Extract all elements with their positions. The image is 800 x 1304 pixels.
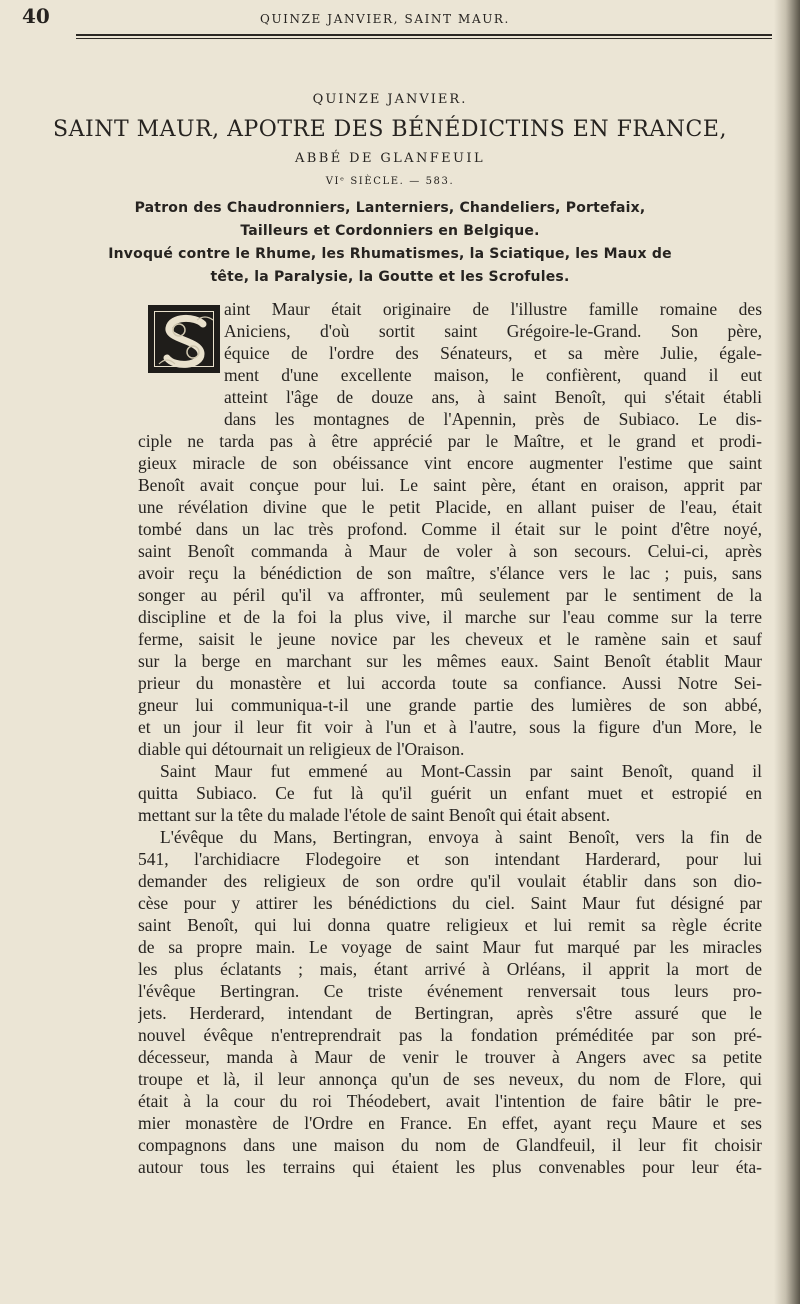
body-line: Aniciens, d'où sortit saint Grégoire-le-Grand. Son père, [224, 321, 762, 341]
body-line: troupe et là, il leur annonça qu'un de ses neveux, du nom de Flore, qui [138, 1069, 762, 1089]
body-line: de sa propre main. Le voyage de saint Maur fut marqué par les miracles [138, 937, 762, 957]
drop-cap-ornament-icon [148, 305, 220, 373]
body-line: Saint Maur fut emmené au Mont-Cassin par saint Benoît, quand il [160, 761, 762, 781]
body-line: gneur lui communiqua-t-il une grande partie des lumières de son abbé, [138, 695, 762, 715]
date-heading: QUINZE JANVIER. [312, 92, 468, 107]
body-line: atteint l'âge de douze ans, à saint Benoît, qui s'était établi [224, 387, 762, 407]
body-line: cèse pour y attirer les bénédictions du ciel. Saint Maur fut désigné par [138, 893, 762, 913]
body-line: mier monastère de l'Ordre en France. En effet, ayant reçu Maure et ses [138, 1113, 762, 1133]
patronage-line: Tailleurs et Cordonniers en Belgique. [240, 223, 540, 239]
body-line: équice de l'ordre des Sénateurs, et sa mère Julie, égale- [224, 343, 762, 363]
page-edge-shadow [774, 0, 800, 1304]
body-line: dans les montagnes de l'Apennin, près de Subiaco. Le dis- [224, 409, 762, 429]
body-line: diable qui détournait un religieux de l'Oraison. [138, 739, 465, 759]
body-line: aint Maur était originaire de l'illustre famille romaine des [224, 299, 762, 319]
patronage-line: Invoqué contre le Rhume, les Rhumatismes, la Sciatique, les Maux de [108, 246, 672, 262]
body-line: discipline et de la foi la plus vive, il marche sur l'eau comme sur la terre [138, 607, 762, 627]
body-line: L'évêque du Mans, Bertingran, envoya à saint Benoît, vers la fin de [160, 827, 762, 847]
running-head: QUINZE JANVIER, SAINT MAUR. [260, 12, 510, 26]
body-line: songer au péril qu'il va affronter, mû seulement par le sentiment de la [138, 585, 762, 605]
body-line: quitta Subiaco. Ce fut là qu'il guérit un enfant muet et estropié en [138, 783, 762, 803]
body-line: sur la berge en marchant sur les mêmes eaux. Saint Benoît établit Maur [138, 651, 762, 671]
body-line: demander des religieux de son ordre qu'il voulait établir dans son dio- [138, 871, 762, 891]
body-line: autour tous les terrains qui étaient les plus convenables pour leur éta- [138, 1157, 762, 1177]
body-line: mettant sur la tête du malade l'étole de saint Benoît qui était absent. [138, 805, 611, 825]
patronage-line: Patron des Chaudronniers, Lanterniers, Chandeliers, Portefaix, [134, 200, 646, 216]
body-line: compagnons dans une maison du nom de Glandfeuil, il leur fit choisir [138, 1135, 762, 1155]
body-line: jets. Herderard, intendant de Bertingran, après s'être assuré que le [138, 1003, 762, 1023]
page-number: 40 [22, 4, 50, 28]
body-line: nouvel évêque n'entreprendrait pas la fondation préméditée par son pré- [138, 1025, 762, 1045]
chapter-title: SAINT MAUR, APOTRE DES BÉNÉDICTINS EN FRANCE, [53, 117, 727, 142]
body-line: Benoît avait conçue pour lui. Le saint père, étant en oraison, apprit par [138, 475, 762, 495]
body-line: les plus éclatants ; mais, étant arrivé à Orléans, il apprit la mort de [138, 959, 762, 979]
body-line: saint Benoît, qui lui donna quatre religieux et lui remit sa règle écrite [138, 915, 762, 935]
body-line: ment d'une excellente maison, le confièrent, quand il eut [224, 365, 762, 385]
body-line: décesseur, manda à Maur de venir le trouver à Angers avec sa petite [138, 1047, 762, 1067]
header-rule-thin [76, 38, 772, 39]
body-line: une révélation divine que le petit Placide, en allant puiser de l'eau, était [138, 497, 762, 517]
century-date: VIᵉ SIÈCLE. — 583. [325, 176, 455, 187]
body-line: avoir reçu la bénédiction de son maître, s'élance vers le lac ; puis, sans [138, 563, 762, 583]
body-line: ciple ne tarda pas à être apprécié par le Maître, et le grand et prodi- [138, 431, 762, 451]
body-line: prieur du monastère et lui accorda toute sa confiance. Aussi Notre Sei- [138, 673, 762, 693]
body-line: l'évêque Bertingran. Ce triste événement renversait tous leurs pro- [138, 981, 762, 1001]
body-line: gieux miracle de son obéissance vint encore augmenter l'estime que saint [138, 453, 762, 473]
body-line: saint Benoît commanda à Maur de voler à son secours. Celui-ci, après [138, 541, 762, 561]
patronage-line: tête, la Paralysie, la Goutte et les Scrofules. [210, 269, 570, 285]
body-line: 541, l'archidiacre Flodegoire et son intendant Harderard, pour lui [138, 849, 762, 869]
body-line: tombé dans un lac très profond. Comme il était sur le point d'être noyé, [138, 519, 762, 539]
body-line: ferme, saisit le jeune novice par les cheveux et le ramène sain et sauf [138, 629, 762, 649]
header-rule [76, 34, 772, 36]
ornament-s-icon [155, 312, 217, 370]
chapter-subtitle: ABBÉ DE GLANFEUIL [295, 151, 485, 166]
body-line: était à la cour du roi Théodebert, avait l'intention de faire bâtir le pre- [138, 1091, 762, 1111]
body-line: et un jour il leur fit voir à l'un et à l'autre, sous la figure d'un More, le [138, 717, 762, 737]
